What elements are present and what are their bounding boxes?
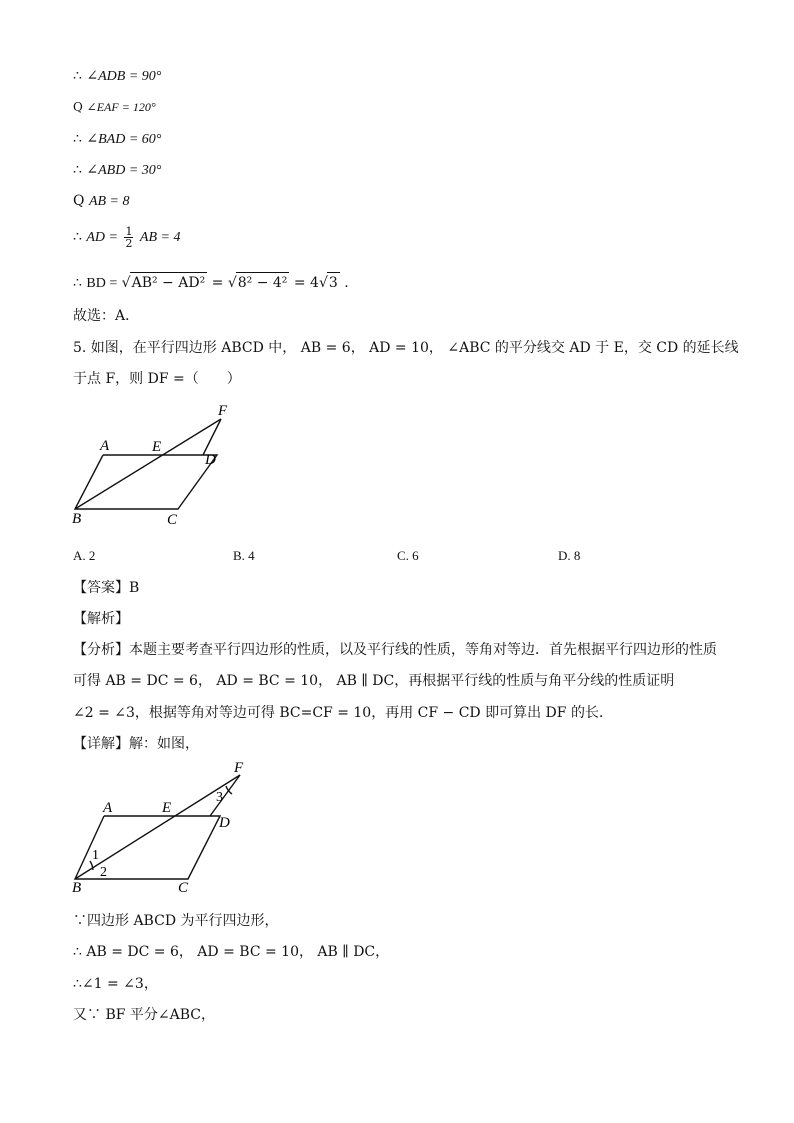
analysis-line-2: 可得 AB = DC = 6， AD = BC = 10， AB ∥ DC，再根据平行线的性质与角平分线的性质证明 [73,673,675,689]
sqrt-sign-icon: √ [318,275,328,291]
step-prefix: ∴ [73,229,82,245]
bd-equation [73,272,349,294]
choose-answer: 故选：A． [73,308,140,324]
label-a: A [103,800,113,816]
analysis-line-1: 【分析】本题主要考查平行四边形的性质，以及平行线的性质，等角对等边．首先根据平行四边形的性质 [73,642,717,658]
bd-end: . [344,275,349,291]
step-prefix: ∴ [73,162,82,178]
parallelogram-abcd [75,455,217,509]
fraction-numerator: 1 [125,224,133,238]
proof-line-3: ∴∠1 = ∠3， [73,976,158,992]
step-expression: ∠EAF = 120° [86,100,156,114]
label-a: A [100,438,110,454]
sqrt-sign-icon: √ [227,275,237,291]
ad-equation [73,224,180,251]
step-expression: ∠ABD = 30° [86,163,162,178]
step-expression: AB = 8 [88,194,130,209]
step-prefix: ∴ [73,275,82,291]
label-b: B [72,511,82,527]
sqrt-sign-icon: √ [121,275,131,291]
label-e: E [152,439,162,455]
label-d: D [205,452,216,468]
step-4 [73,160,161,181]
analysis-tag: 【解析】 [73,611,129,627]
question-line-1: 5. 如图，在平行四边形 ABCD 中， AB = 6， AD = 10， ∠ABC 的平分线交 AD 于 E，交 CD 的延长线 [73,340,739,356]
step-3 [73,129,161,150]
step-prefix: Q [73,193,85,209]
angle-label-2: 2 [100,865,107,880]
label-c: C [167,512,178,528]
label-f: F [234,760,244,776]
step-prefix: Q [73,100,83,114]
label-d: D [219,815,230,831]
analysis-line-3: ∠2 = ∠3，根据等角对等边可得 BC=CF = 10，再用 CF − CD 即可算出 DF 的长． [73,705,613,721]
question-line-2: 于点 F，则 DF =（ ） [73,371,241,387]
radicand-2: 8² − 4² [236,272,290,293]
step-expression: ∠ADB = 90° [86,69,162,84]
answer-tag: 【答案】 [73,580,129,596]
step-1 [73,66,161,87]
radicand-1: AB² − AD² [130,272,208,293]
bd-lhs: BD = [86,276,118,291]
figure-parallelogram-2 [60,758,260,898]
label-c: C [178,880,189,896]
equals-1: = [211,275,224,291]
proof-line-1: ∵四边形 ABCD 为平行四边形， [73,913,279,929]
proof-line-2: ∴ AB = DC = 6， AD = BC = 10， AB ∥ DC， [73,944,390,960]
answer-line [73,578,139,598]
option-a: A. 2 [73,548,96,563]
step-prefix: ∴ [73,68,82,84]
segment-df [210,775,240,816]
radicand-3: 3 [327,272,340,293]
label-e: E [162,800,172,816]
detail-heading: 【详解】解：如图， [73,736,199,752]
equals-2: = 4 [293,275,319,291]
option-c: C. 6 [397,548,419,563]
label-f: F [218,403,228,419]
proof-line-4: 又∵ BF 平分∠ABC， [73,1007,216,1023]
angle-label-3: 3 [216,790,223,805]
step-prefix: ∴ [73,131,82,147]
option-d: D. 8 [558,548,581,563]
one-half-fraction [124,226,133,249]
answer-value: B [129,580,140,596]
step-5 [73,191,130,212]
figure-parallelogram-1 [60,398,250,530]
segment-bf [75,419,221,509]
ad-lhs: AD = [86,230,118,245]
step-2 [73,97,156,117]
angle-label-1: 1 [92,848,99,863]
fraction-denominator: 2 [125,236,133,250]
step-expression: ∠BAD = 60° [86,132,162,147]
ad-rhs: AB = 4 [139,230,181,245]
option-b: B. 4 [233,548,255,563]
label-b: B [72,880,82,896]
